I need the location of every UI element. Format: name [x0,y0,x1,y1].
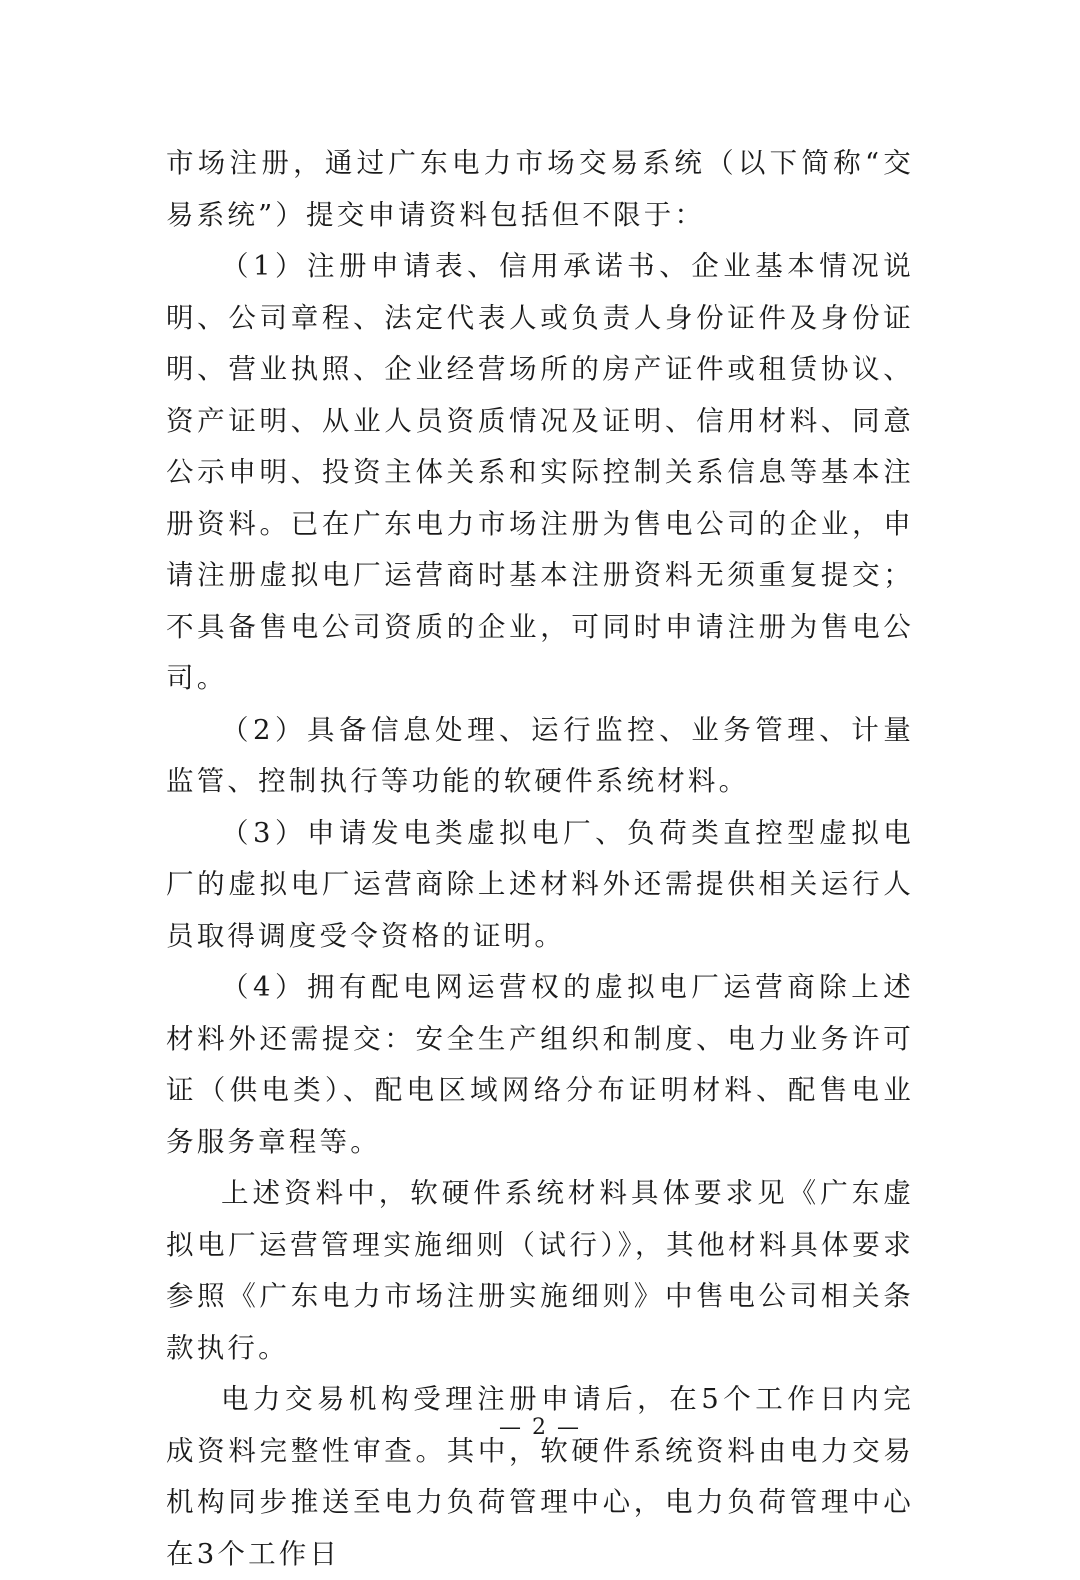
paragraph-item-1: （1）注册申请表、信用承诺书、企业基本情况说明、公司章程、法定代表人或负责人身份证件及身份证明、营业执照、企业经营场所的房产证件或租赁协议、资产证明、从业人员资质情况及证明、信用材料、同意公示申明、投资主体关系和实际控制关系信息等基本注册资料。已在广东电力市场注册为售电公司的企业，申请注册虚拟电厂运营商时基本注册资料无须重复提交；不具备售电公司资质的企业，可同时申请注册为售电公司。 [166,250,914,694]
paragraph-review-process: 电力交易机构受理注册申请后，在5个工作日内完成资料完整性审查。其中，软硬件系统资料由电力交易机构同步推送至电力负荷管理中心，电力负荷管理中心在3个工作日 [166,1383,914,1570]
paragraph-item-3: （3）申请发电类虚拟电厂、负荷类直控型虚拟电厂的虚拟电厂运营商除上述材料外还需提供相关运行人员取得调度受令资格的证明。 [166,816,914,952]
paragraph-item-2: （2）具备信息处理、运行监控、业务管理、计量监管、控制执行等功能的软硬件系统材料。 [166,713,914,797]
paragraph-item-4: （4）拥有配电网运营权的虚拟电厂运营商除上述材料外还需提交：安全生产组织和制度、电力业务许可证（供电类）、配电区域网络分布证明材料、配售电业务服务章程等。 [166,971,914,1158]
page-number: — 2 — [499,1415,581,1440]
paragraph-materials-requirements: 上述资料中，软硬件系统材料具体要求见《广东虚拟电厂运营管理实施细则（试行）》，其他材料具体要求参照《广东电力市场注册实施细则》中售电公司相关条款执行。 [166,1177,914,1364]
paragraph-continuation: 市场注册，通过广东电力市场交易系统（以下简称“交易系统”）提交申请资料包括但不限于： [166,147,914,231]
document-body [166,138,914,1580]
